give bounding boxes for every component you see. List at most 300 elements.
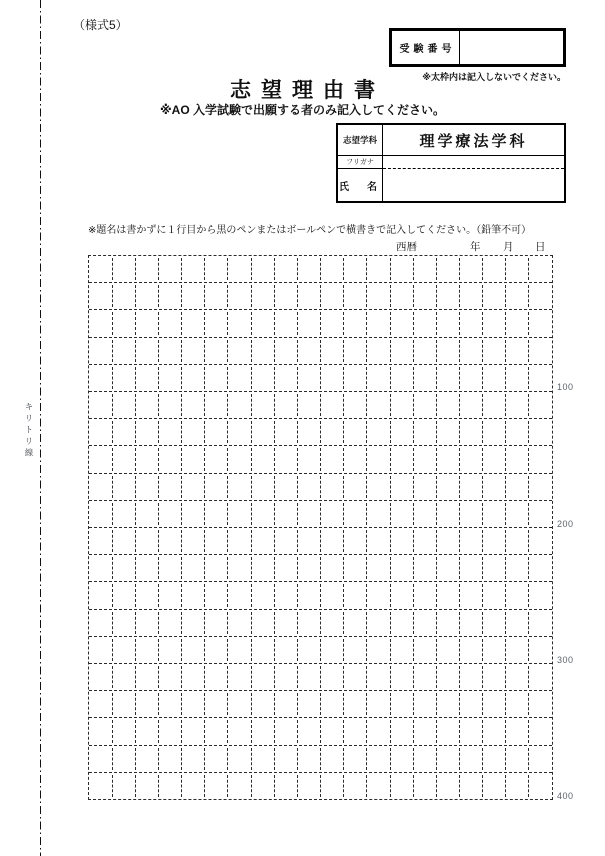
grid-cell: [251, 256, 274, 282]
grid-cell: [274, 501, 297, 527]
grid-cell: [274, 637, 297, 663]
grid-cell: [436, 691, 459, 717]
grid-cell: [506, 528, 529, 554]
grid-cell: [436, 365, 459, 391]
char-markers: [557, 255, 597, 800]
grid-cell: [460, 528, 483, 554]
grid-cell: [297, 365, 320, 391]
grid-cell: [158, 664, 181, 690]
grid-row: [89, 637, 552, 664]
grid-cell: [89, 718, 112, 744]
grid-cell: [506, 501, 529, 527]
grid-cell: [413, 283, 436, 309]
grid-cell: [529, 555, 552, 581]
grid-cell: [506, 283, 529, 309]
grid-cell: [205, 610, 228, 636]
grid-cell: [135, 419, 158, 445]
grid-cell: [205, 365, 228, 391]
grid-cell: [274, 582, 297, 608]
grid-cell: [344, 501, 367, 527]
grid-cell: [344, 718, 367, 744]
grid-cell: [297, 338, 320, 364]
grid-cell: [274, 610, 297, 636]
grid-cell: [251, 310, 274, 336]
grid-cell: [529, 691, 552, 717]
grid-cell: [89, 664, 112, 690]
grid-cell: [228, 310, 251, 336]
grid-cell: [436, 256, 459, 282]
date-line: [88, 239, 553, 253]
grid-cell: [413, 474, 436, 500]
grid-cell: [112, 746, 135, 772]
grid-cell: [112, 256, 135, 282]
grid-cell: [390, 338, 413, 364]
grid-cell: [251, 664, 274, 690]
grid-cell: [344, 610, 367, 636]
grid-cell: [228, 582, 251, 608]
grid-cell: [297, 256, 320, 282]
applicant-info-box: [336, 123, 566, 203]
grid-cell: [529, 637, 552, 663]
grid-cell: [390, 392, 413, 418]
grid-cell: [274, 419, 297, 445]
grid-cell: [182, 392, 205, 418]
grid-cell: [321, 691, 344, 717]
date-month-label: 月: [503, 241, 514, 253]
grid-cell: [158, 256, 181, 282]
grid-cell: [483, 419, 506, 445]
grid-cell: [529, 528, 552, 554]
grid-cell: [205, 746, 228, 772]
grid-cell: [483, 392, 506, 418]
name-field[interactable]: [383, 169, 564, 201]
grid-cell: [413, 338, 436, 364]
grid-cell: [344, 474, 367, 500]
grid-cell: [182, 691, 205, 717]
grid-row: [89, 773, 552, 799]
cut-line-label: キリトリ線: [24, 402, 34, 460]
grid-cell: [436, 528, 459, 554]
grid-cell: [529, 310, 552, 336]
grid-cell: [135, 637, 158, 663]
department-value: 理学療法学科: [419, 132, 528, 150]
grid-cell: [274, 446, 297, 472]
grid-cell: [390, 637, 413, 663]
name-label-column: [338, 156, 383, 201]
grid-cell: [158, 746, 181, 772]
grid-cell: [413, 256, 436, 282]
grid-cell: [436, 582, 459, 608]
grid-cell: [89, 392, 112, 418]
grid-cell: [506, 392, 529, 418]
grid-cell: [251, 501, 274, 527]
grid-cell: [182, 365, 205, 391]
char-count-marker: 400: [557, 791, 574, 801]
grid-cell: [182, 338, 205, 364]
grid-cell: [367, 310, 390, 336]
grid-cell: [344, 283, 367, 309]
grid-cell: [390, 474, 413, 500]
grid-cell: [321, 283, 344, 309]
grid-cell: [228, 474, 251, 500]
grid-cell: [89, 746, 112, 772]
grid-cell: [321, 338, 344, 364]
grid-cell: [251, 718, 274, 744]
grid-cell: [251, 338, 274, 364]
grid-cell: [228, 718, 251, 744]
grid-cell: [251, 691, 274, 717]
name-row: [338, 156, 564, 201]
grid-cell: [390, 419, 413, 445]
grid-cell: [112, 338, 135, 364]
grid-cell: [436, 610, 459, 636]
grid-cell: [483, 501, 506, 527]
grid-cell: [436, 338, 459, 364]
grid-cell: [297, 773, 320, 799]
grid-cell: [321, 446, 344, 472]
grid-cell: [367, 718, 390, 744]
grid-cell: [182, 283, 205, 309]
grid-cell: [182, 419, 205, 445]
grid-cell: [297, 310, 320, 336]
grid-cell: [367, 419, 390, 445]
grid-cell: [182, 474, 205, 500]
department-label: 志望学科: [338, 125, 383, 155]
grid-cell: [483, 555, 506, 581]
grid-cell: [228, 691, 251, 717]
grid-cell: [89, 256, 112, 282]
grid-cell: [158, 637, 181, 663]
grid-row: [89, 691, 552, 718]
grid-cell: [390, 664, 413, 690]
grid-cell: [158, 691, 181, 717]
grid-cell: [344, 419, 367, 445]
grid-cell: [135, 746, 158, 772]
grid-cell: [483, 528, 506, 554]
grid-cell: [274, 283, 297, 309]
grid-cell: [460, 392, 483, 418]
grid-cell: [228, 365, 251, 391]
grid-cell: [483, 664, 506, 690]
grid-cell: [112, 610, 135, 636]
grid-cell: [112, 718, 135, 744]
grid-cell: [158, 582, 181, 608]
grid-cell: [158, 555, 181, 581]
grid-cell: [89, 773, 112, 799]
grid-cell: [413, 582, 436, 608]
grid-cell: [506, 610, 529, 636]
grid-cell: [483, 446, 506, 472]
grid-cell: [297, 582, 320, 608]
grid-cell: [483, 338, 506, 364]
grid-cell: [158, 310, 181, 336]
grid-cell: [205, 637, 228, 663]
grid-cell: [390, 446, 413, 472]
grid-cell: [251, 610, 274, 636]
grid-cell: [89, 474, 112, 500]
grid-cell: [344, 392, 367, 418]
grid-cell: [506, 310, 529, 336]
grid-cell: [274, 691, 297, 717]
grid-cell: [529, 283, 552, 309]
grid-cell: [158, 474, 181, 500]
grid-cell: [460, 718, 483, 744]
grid-cell: [367, 446, 390, 472]
grid-cell: [460, 446, 483, 472]
furigana-label: フリガナ: [338, 156, 382, 169]
grid-cell: [460, 691, 483, 717]
grid-cell: [321, 718, 344, 744]
grid-cell: [344, 555, 367, 581]
grid-cell: [228, 610, 251, 636]
grid-cell: [205, 419, 228, 445]
grid-cell: [228, 555, 251, 581]
grid-cell: [321, 610, 344, 636]
page-title: 志望理由書: [230, 79, 385, 102]
grid-cell: [436, 392, 459, 418]
grid-cell: [529, 773, 552, 799]
grid-cell: [321, 474, 344, 500]
grid-cell: [135, 474, 158, 500]
grid-cell: [297, 501, 320, 527]
grid-cell: [460, 310, 483, 336]
grid-cell: [390, 283, 413, 309]
grid-cell: [135, 392, 158, 418]
grid-cell: [228, 501, 251, 527]
grid-cell: [321, 365, 344, 391]
grid-cell: [460, 256, 483, 282]
grid-cell: [158, 365, 181, 391]
grid-cell: [344, 310, 367, 336]
grid-row: [89, 446, 552, 473]
grid-cell: [158, 419, 181, 445]
grid-cell: [135, 528, 158, 554]
grid-cell: [135, 664, 158, 690]
grid-cell: [529, 718, 552, 744]
grid-cell: [321, 582, 344, 608]
grid-cell: [251, 555, 274, 581]
grid-cell: [529, 474, 552, 500]
grid-cell: [135, 256, 158, 282]
grid-cell: [112, 446, 135, 472]
grid-cell: [413, 637, 436, 663]
grid-cell: [506, 664, 529, 690]
grid-cell: [228, 256, 251, 282]
grid-row: [89, 664, 552, 691]
grid-cell: [228, 637, 251, 663]
grid-cell: [112, 283, 135, 309]
grid-cell: [182, 610, 205, 636]
grid-cell: [367, 501, 390, 527]
grid-cell: [367, 392, 390, 418]
grid-cell: [460, 664, 483, 690]
exam-number-box: [389, 28, 566, 67]
grid-cell: [228, 419, 251, 445]
grid-cell: [460, 474, 483, 500]
grid-row: [89, 419, 552, 446]
grid-cell: [135, 338, 158, 364]
grid-cell: [228, 392, 251, 418]
grid-cell: [251, 446, 274, 472]
grid-cell: [529, 365, 552, 391]
grid-row: [89, 718, 552, 745]
grid-cell: [506, 256, 529, 282]
grid-cell: [274, 474, 297, 500]
grid-cell: [529, 501, 552, 527]
grid-cell: [390, 555, 413, 581]
grid-cell: [321, 419, 344, 445]
grid-cell: [413, 773, 436, 799]
grid-cell: [483, 310, 506, 336]
grid-cell: [460, 773, 483, 799]
furigana-field[interactable]: [383, 156, 564, 169]
grid-row: [89, 746, 552, 773]
grid-cell: [158, 283, 181, 309]
grid-cell: [182, 582, 205, 608]
grid-cell: [182, 528, 205, 554]
grid-cell: [413, 610, 436, 636]
grid-cell: [529, 419, 552, 445]
grid-cell: [228, 746, 251, 772]
grid-row: [89, 310, 552, 337]
grid-cell: [251, 773, 274, 799]
grid-cell: [297, 718, 320, 744]
grid-cell: [506, 718, 529, 744]
grid-row: [89, 501, 552, 528]
grid-cell: [436, 419, 459, 445]
grid-cell: [390, 610, 413, 636]
grid-cell: [460, 610, 483, 636]
grid-cell: [321, 256, 344, 282]
date-day-label: 日: [535, 241, 546, 253]
name-label: 氏 名: [339, 181, 381, 193]
grid-cell: [460, 365, 483, 391]
grid-cell: [344, 528, 367, 554]
grid-cell: [367, 338, 390, 364]
grid-cell: [529, 582, 552, 608]
grid-cell: [297, 419, 320, 445]
grid-cell: [321, 310, 344, 336]
grid-cell: [367, 555, 390, 581]
grid-cell: [89, 310, 112, 336]
grid-row: [89, 365, 552, 392]
grid-cell: [182, 718, 205, 744]
grid-cell: [436, 555, 459, 581]
grid-cell: [158, 528, 181, 554]
grid-cell: [89, 528, 112, 554]
grid-cell: [135, 365, 158, 391]
grid-cell: [158, 392, 181, 418]
grid-cell: [413, 501, 436, 527]
grid-cell: [89, 501, 112, 527]
grid-cell: [112, 773, 135, 799]
grid-cell: [135, 582, 158, 608]
cut-line: [40, 0, 41, 856]
grid-cell: [297, 392, 320, 418]
grid-cell: [367, 582, 390, 608]
grid-cell: [251, 474, 274, 500]
grid-cell: [205, 474, 228, 500]
grid-cell: [483, 746, 506, 772]
grid-cell: [483, 582, 506, 608]
grid-cell: [344, 746, 367, 772]
grid-cell: [205, 664, 228, 690]
grid-cell: [390, 501, 413, 527]
grid-cell: [436, 310, 459, 336]
grid-cell: [112, 474, 135, 500]
grid-row: [89, 256, 552, 283]
grid-cell: [413, 691, 436, 717]
grid-cell: [344, 664, 367, 690]
grid-cell: [483, 256, 506, 282]
grid-cell: [483, 718, 506, 744]
grid-cell: [367, 637, 390, 663]
grid-cell: [297, 446, 320, 472]
grid-cell: [344, 773, 367, 799]
grid-cell: [89, 419, 112, 445]
grid-cell: [182, 256, 205, 282]
grid-cell: [297, 691, 320, 717]
grid-cell: [529, 338, 552, 364]
grid-cell: [506, 446, 529, 472]
grid-cell: [413, 528, 436, 554]
exam-number-field[interactable]: [460, 31, 563, 64]
grid-cell: [483, 610, 506, 636]
grid-cell: [436, 474, 459, 500]
grid-cell: [205, 691, 228, 717]
grid-cell: [321, 555, 344, 581]
char-count-marker: 100: [557, 382, 574, 393]
exam-number-note: ※太枠内は記入しないでください。: [422, 72, 566, 82]
grid-cell: [321, 664, 344, 690]
grid-cell: [483, 474, 506, 500]
grid-cell: [228, 773, 251, 799]
manuscript-grid[interactable]: [88, 255, 553, 800]
grid-cell: [390, 256, 413, 282]
date-year-label: 年: [470, 241, 481, 253]
page-subtitle: ※AO 入学試験で出願する者のみ記入してください。: [159, 103, 445, 117]
grid-cell: [367, 746, 390, 772]
grid-cell: [205, 392, 228, 418]
grid-cell: [205, 501, 228, 527]
grid-cell: [506, 338, 529, 364]
grid-cell: [436, 773, 459, 799]
grid-cell: [205, 528, 228, 554]
grid-cell: [274, 392, 297, 418]
grid-cell: [112, 582, 135, 608]
grid-cell: [89, 365, 112, 391]
grid-cell: [460, 419, 483, 445]
grid-cell: [135, 773, 158, 799]
grid-cell: [529, 392, 552, 418]
date-era-label: 西暦: [396, 241, 417, 253]
grid-cell: [367, 365, 390, 391]
grid-cell: [135, 691, 158, 717]
grid-cell: [344, 582, 367, 608]
grid-cell: [89, 637, 112, 663]
grid-cell: [367, 664, 390, 690]
grid-cell: [390, 528, 413, 554]
essay-instruction: ※題名は書かずに１行目から黒のペンまたはボールペンで横書きで記入してください。（鉛筆不可）: [88, 225, 532, 236]
grid-cell: [182, 746, 205, 772]
grid-cell: [506, 555, 529, 581]
grid-cell: [274, 664, 297, 690]
grid-cell: [413, 746, 436, 772]
grid-cell: [228, 338, 251, 364]
grid-cell: [367, 610, 390, 636]
grid-cell: [205, 555, 228, 581]
grid-cell: [205, 582, 228, 608]
